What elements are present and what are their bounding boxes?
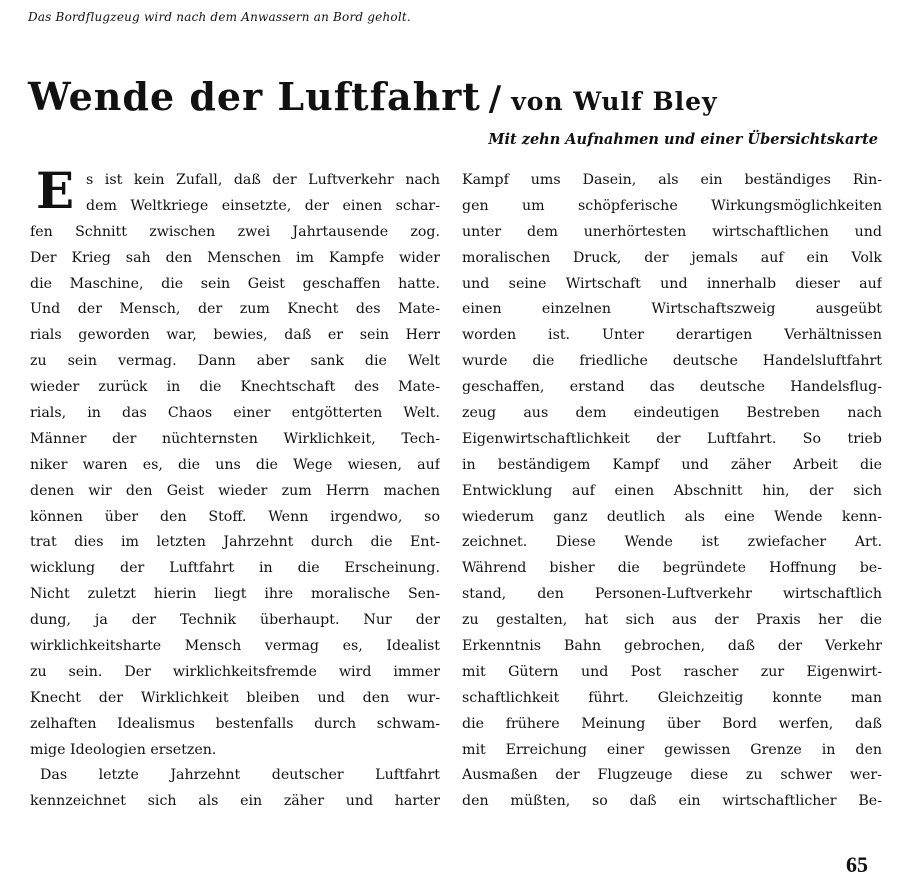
text-line: zeichnet. Diese Wende ist zwiefacher Art.	[462, 534, 882, 551]
photo-caption: Das Bordflugzeug wird nach dem Anwassern an Bord geholt.	[28, 10, 411, 24]
article-title: Wende der Luftfahrt	[28, 74, 481, 119]
text-line: geschaffen, erstand das deutsche Handelsflug-	[462, 379, 882, 396]
text-line: trat dies im letzten Jahrzehnt durch die Ent-	[30, 534, 440, 551]
text-line: wieder zurück in die Knechtschaft des Mate-	[30, 379, 440, 396]
text-line: die Maschine, die sein Geist geschaffen hatte.	[30, 275, 440, 292]
text-line: Erkenntnis Bahn gebrochen, daß der Verkehr	[462, 638, 882, 655]
text-line: kennzeichnet sich als ein zäher und harter	[30, 793, 440, 810]
text-line: zu sein vermag. Dann aber sank die Welt	[30, 353, 440, 370]
text-line: rials geworden war, bewies, daß er sein Herr	[30, 327, 440, 344]
text-line: zeug aus dem eindeutigen Bestreben nach	[462, 405, 882, 422]
text-line: gen um schöpferische Wirkungsmöglichkeiten	[462, 197, 882, 214]
text-line: schaftlichkeit führt. Gleichzeitig konnte man	[462, 689, 882, 706]
text-line: dem Weltkriege einsetzte, der einen schar-	[86, 197, 440, 214]
text-line: Nicht zuletzt hierin liegt ihre moralische Sen-	[30, 586, 440, 603]
text-line: moralischen Druck, der jemals auf ein Volk	[462, 249, 882, 266]
text-line: Eigenwirtschaftlichkeit der Luftfahrt. So trieb	[462, 430, 882, 447]
text-line: Entwicklung auf einen Abschnitt hin, der sich	[462, 482, 882, 499]
text-line: können über den Stoff. Wenn irgendwo, so	[30, 508, 440, 525]
text-line: in beständigem Kampf und zäher Arbeit die	[462, 456, 882, 473]
text-line: unter dem unerhörtesten wirtschaftlichen und	[462, 223, 882, 240]
drop-cap: E	[35, 161, 75, 220]
text-line: Knecht der Wirklichkeit bleiben und den wur-	[30, 689, 440, 706]
text-column-right	[462, 168, 882, 815]
text-line: und seine Wirtschaft und innerhalb dieser auf	[462, 275, 882, 292]
text-line: niker waren es, die uns die Wege wiesen, auf	[30, 456, 440, 473]
text-line: Das letzte Jahrzehnt deutscher Luftfahrt	[40, 767, 440, 784]
text-line: die frühere Meinung über Bord werfen, daß	[462, 715, 882, 732]
text-line: denen wir den Geist wieder zum Herrn machen	[30, 482, 440, 499]
article-subtitle: Mit zehn Aufnahmen und einer Übersichtskarte	[488, 131, 878, 148]
text-line: stand, den Personen-Luftverkehr wirtschaftlich	[462, 586, 882, 603]
text-line: mige Ideologien ersetzen.	[30, 741, 217, 758]
text-line: zelhaften Idealismus bestenfalls durch schwam-	[30, 715, 440, 732]
text-line: rials, in das Chaos einer entgötterten Welt.	[30, 405, 440, 422]
text-line: wirklichkeitsharte Mensch vermag es, Idealist	[30, 638, 440, 655]
title-separator: /	[488, 79, 502, 119]
text-line: Der Krieg sah den Menschen im Kampfe wider	[30, 249, 440, 266]
text-line: dung, ja der Technik überhaupt. Nur der	[30, 612, 440, 629]
text-line: wiederum ganz deutlich als eine Wende kenn-	[462, 508, 882, 525]
text-line: mit Erreichung einer gewissen Grenze in den	[462, 741, 882, 758]
text-line: worden ist. Unter derartigen Verhältnissen	[462, 327, 882, 344]
text-line: mit Gütern und Post rascher zur Eigenwirt-	[462, 663, 882, 680]
text-line: zu gestalten, hat sich aus der Praxis her die	[462, 612, 882, 629]
text-line: s ist kein Zufall, daß der Luftverkehr nach	[86, 172, 440, 188]
text-line: wicklung der Luftfahrt in die Erscheinung.	[30, 560, 440, 577]
text-column-left	[30, 161, 440, 815]
text-line: Ausmaßen der Flugzeuge diese zu schwer wer-	[462, 767, 882, 784]
article-author: von Wulf Bley	[511, 87, 718, 116]
page-number: 65	[846, 852, 868, 877]
text-line: zu sein. Der wirklichkeitsfremde wird immer	[30, 663, 440, 680]
text-line: Während bisher die begründete Hoffnung be-	[462, 560, 882, 577]
text-line: den müßten, so daß ein wirtschaftlicher Be-	[462, 793, 882, 810]
text-line: fen Schnitt zwischen zwei Jahrtausende zog.	[30, 223, 440, 240]
text-line: einen einzelnen Wirtschaftszweig ausgeübt	[462, 301, 882, 318]
article-title-row	[28, 70, 878, 124]
text-line: wurde die friedliche deutsche Handelsluftfahrt	[462, 353, 882, 370]
text-line: Kampf ums Dasein, als ein beständiges Rin-	[462, 172, 882, 188]
text-line: Und der Mensch, der zum Knecht des Mate-	[30, 301, 440, 318]
text-line: Männer der nüchternsten Wirklichkeit, Tech-	[30, 430, 440, 447]
